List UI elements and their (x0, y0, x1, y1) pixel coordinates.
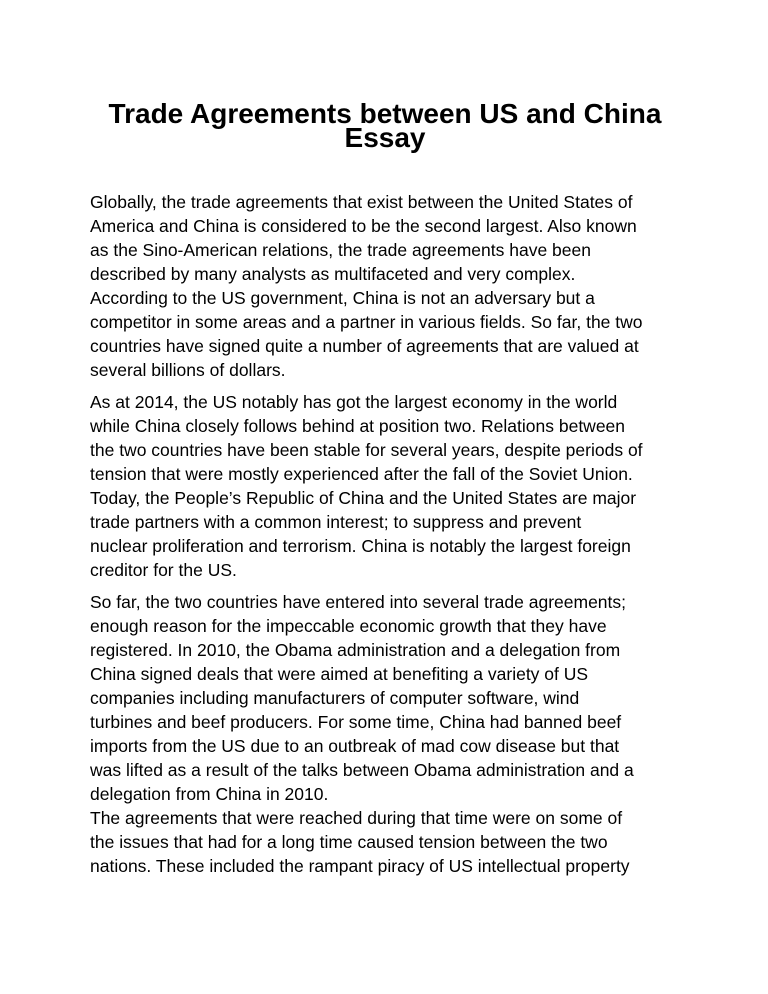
text-line: while China closely follows behind at position two. Relations between (90, 416, 626, 436)
paragraph-1 (90, 190, 680, 382)
document-body (90, 190, 680, 878)
title-line-1: Trade Agreements between US and China (108, 98, 662, 129)
text-line: described by many analysts as multifaceted and very complex. (90, 264, 576, 284)
text-line: several billions of dollars. (90, 360, 286, 380)
text-line: registered. In 2010, the Obama administration and a delegation from (90, 640, 621, 660)
text-line: Today, the People’s Republic of China and the United States are major (90, 488, 637, 508)
text-line: turbines and beef producers. For some time, China had banned beef (90, 712, 622, 732)
text-line: So far, the two countries have entered into several trade agreements; (90, 592, 627, 612)
text-line: The agreements that were reached during that time were on some of (90, 808, 623, 828)
text-line: as the Sino-American relations, the trade agreements have been (90, 240, 591, 260)
text-line: imports from the US due to an outbreak of mad cow disease but that (90, 736, 620, 756)
text-line: companies including manufacturers of computer software, wind (90, 688, 580, 708)
text-line: delegation from China in 2010. (90, 784, 329, 804)
paragraph-4 (90, 806, 680, 878)
text-line: China signed deals that were aimed at benefiting a variety of US (90, 664, 589, 684)
text-line: tension that were mostly experienced after the fall of the Soviet Union. (90, 464, 633, 484)
text-line: was lifted as a result of the talks between Obama administration and a (90, 760, 634, 780)
paragraph-2 (90, 390, 680, 582)
text-line: America and China is considered to be the second largest. Also known (90, 216, 637, 236)
paragraph-3 (90, 590, 680, 806)
text-line: According to the US government, China is not an adversary but a (90, 288, 595, 308)
text-line: As at 2014, the US notably has got the largest economy in the world (90, 392, 618, 412)
text-line: creditor for the US. (90, 560, 237, 580)
text-line: the two countries have been stable for several years, despite periods of (90, 440, 643, 460)
text-line: nations. These included the rampant piracy of US intellectual property (90, 856, 630, 876)
text-line: the issues that had for a long time caused tension between the two (90, 832, 608, 852)
text-line: trade partners with a common interest; to suppress and prevent (90, 512, 582, 532)
text-line: competitor in some areas and a partner in various fields. So far, the two (90, 312, 643, 332)
title-line-2: Essay (344, 122, 426, 153)
text-line: nuclear proliferation and terrorism. China is notably the largest foreign (90, 536, 631, 556)
text-line: enough reason for the impeccable economic growth that they have (90, 616, 607, 636)
text-line: countries have signed quite a number of agreements that are valued at (90, 336, 639, 356)
text-line: Globally, the trade agreements that exist between the United States of (90, 192, 633, 212)
document-title (80, 92, 690, 153)
